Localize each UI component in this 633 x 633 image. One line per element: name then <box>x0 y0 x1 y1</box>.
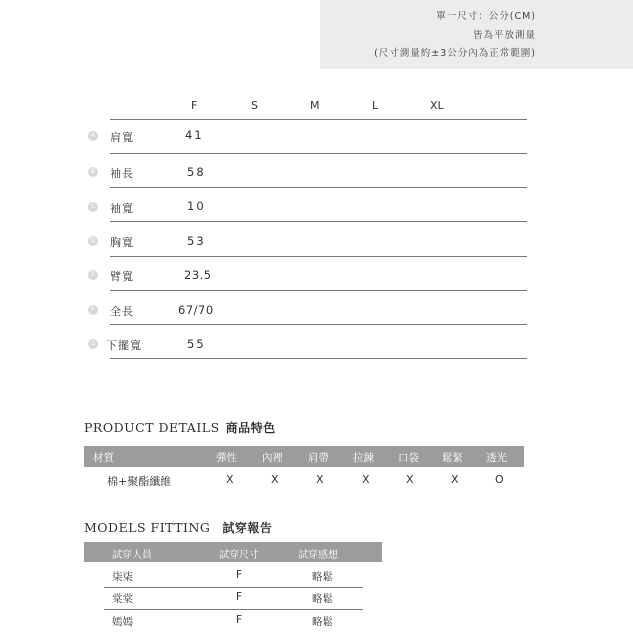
product-details-title-en: PRODUCT DETAILS <box>84 420 220 435</box>
product-details-title-zh: 商品特色 <box>225 421 276 435</box>
product-details-title <box>84 419 276 436</box>
pd-header-elastic: 彈性 <box>216 452 237 464</box>
models-fitting-header <box>84 542 382 562</box>
row-badge: B <box>88 167 98 177</box>
pd-value-strap: X <box>316 473 324 486</box>
row-badge: G <box>88 339 98 349</box>
row-label: 臂寬 <box>110 270 134 283</box>
unit-line-1: 單一尺寸：公分(CM) <box>436 11 536 22</box>
row-badge: E <box>88 270 98 280</box>
mf-model-name: 棠棠 <box>112 593 133 605</box>
pd-header-material: 材質 <box>93 452 114 464</box>
size-l: L <box>372 99 379 112</box>
product-details-header <box>84 446 524 467</box>
divider <box>110 290 527 291</box>
divider <box>104 609 363 610</box>
row-value: 53 <box>187 234 206 248</box>
unit-info-box <box>320 0 633 69</box>
pd-value-sheer: O <box>495 473 504 486</box>
row-badge: C <box>88 202 98 212</box>
size-xl: XL <box>430 99 444 112</box>
row-label: 下擺寬 <box>106 339 142 352</box>
mf-model-size: F <box>236 569 243 581</box>
pd-header-lining: 內裡 <box>262 452 283 464</box>
pd-header-zipper: 拉鍊 <box>353 452 374 464</box>
pd-value-waistband: X <box>451 473 459 486</box>
row-value: 67/70 <box>178 303 214 317</box>
divider <box>110 187 527 188</box>
row-badge: D <box>88 236 98 246</box>
models-fitting-title <box>84 519 272 536</box>
divider <box>110 221 527 222</box>
divider <box>104 587 363 588</box>
unit-line-2: 皆為平放測量 <box>472 30 536 41</box>
pd-value-pocket: X <box>406 473 414 486</box>
divider <box>110 256 527 257</box>
pd-header-strap: 肩帶 <box>308 452 329 464</box>
row-badge: F <box>88 305 98 315</box>
row-label: 胸寬 <box>110 236 134 249</box>
divider <box>110 119 527 120</box>
divider <box>110 153 527 154</box>
row-value: 23.5 <box>184 268 212 282</box>
size-s: S <box>251 99 258 112</box>
row-label: 全長 <box>110 305 134 318</box>
mf-model-feedback: 略鬆 <box>312 593 333 605</box>
mf-model-size: F <box>236 614 243 626</box>
size-f: F <box>191 99 198 112</box>
mf-header-feedback: 試穿感想 <box>298 550 338 561</box>
row-value: 10 <box>187 199 206 213</box>
divider <box>110 324 527 325</box>
mf-model-size: F <box>236 591 243 603</box>
row-value: 55 <box>187 337 206 351</box>
row-label: 肩寬 <box>110 131 134 144</box>
mf-model-feedback: 略鬆 <box>312 616 333 628</box>
mf-header-model: 試穿人員 <box>112 550 152 561</box>
unit-line-3: (尺寸測量約±3公分內為正常範圍) <box>374 48 536 59</box>
pd-value-material: 棉+聚酯纖維 <box>107 475 172 488</box>
row-badge: A <box>88 131 98 141</box>
row-value: 41 <box>185 128 204 142</box>
row-value: 58 <box>187 165 206 179</box>
pd-value-elastic: X <box>226 473 234 486</box>
mf-model-name: 柒柒 <box>112 571 133 583</box>
row-label: 袖寬 <box>110 202 134 215</box>
pd-value-lining: X <box>271 473 279 486</box>
row-label: 袖長 <box>110 167 134 180</box>
pd-header-waistband: 鬆緊 <box>442 452 463 464</box>
mf-header-size: 試穿尺寸 <box>219 550 259 561</box>
pd-value-zipper: X <box>362 473 370 486</box>
divider <box>110 358 527 359</box>
pd-header-pocket: 口袋 <box>398 452 419 464</box>
models-fitting-title-en: MODELS FITTING <box>84 520 211 535</box>
models-fitting-title-zh: 試穿報告 <box>222 521 273 535</box>
mf-model-feedback: 略鬆 <box>312 571 333 583</box>
pd-header-sheer: 透光 <box>486 452 507 464</box>
mf-model-name: 嫣嫣 <box>112 616 133 628</box>
size-m: M <box>310 99 320 112</box>
